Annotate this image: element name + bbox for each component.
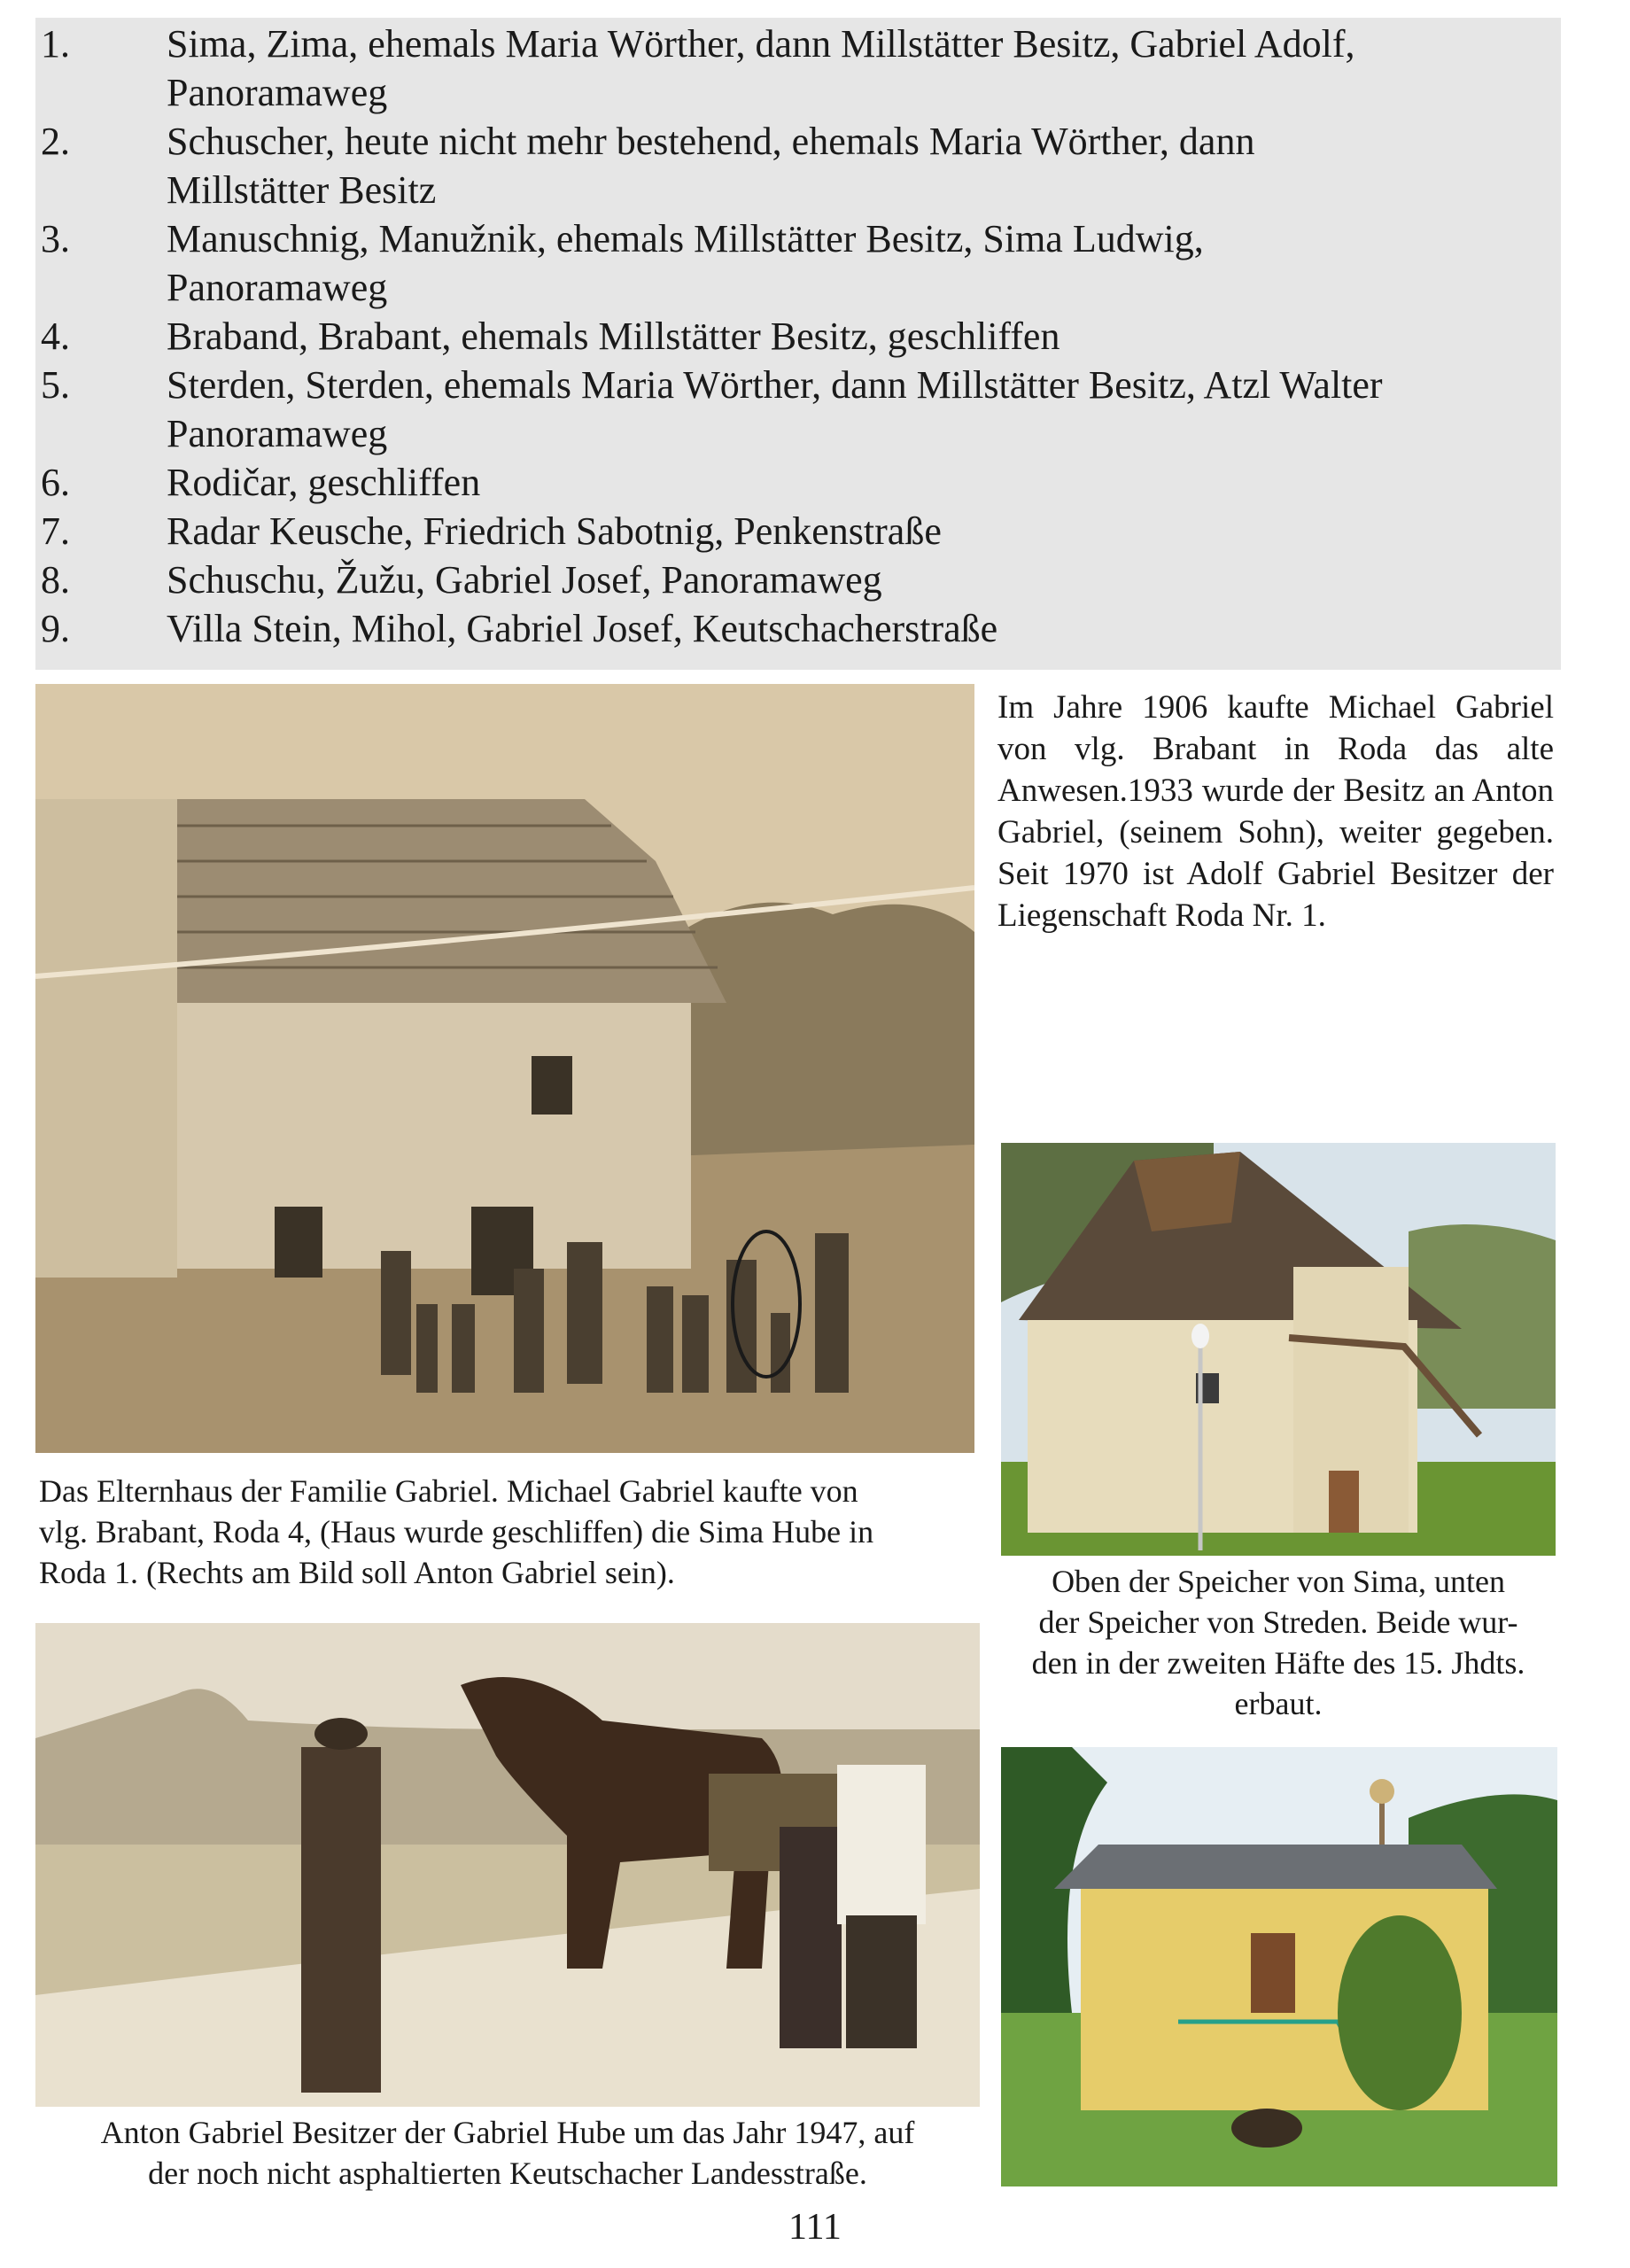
list-item: 5. Sterden, Sterden, ehemals Maria Wörther, dann Millstätter Besitz, Atzl Walter Panoramaweg bbox=[41, 363, 1383, 455]
caption-parents-house: Das Elternhaus der Familie Gabriel. Michael Gabriel kaufte von vlg. Brabant, Roda 4, (Haus wurde geschliffen) die Sima Hube in Roda 1. (Rechts am Bild soll Anton Gabriel sein). bbox=[39, 1473, 874, 1590]
photo-streden-storehouse bbox=[1001, 1747, 1557, 2186]
list-item: 8. Schuschu, Žužu, Gabriel Josef, Panoramaweg bbox=[41, 558, 882, 602]
list-item: 6. Rodičar, geschliffen bbox=[41, 461, 481, 504]
property-list bbox=[35, 18, 1561, 670]
list-item: 4. Braband, Brabant, ehemals Millstätter Besitz, geschliffen bbox=[41, 315, 1060, 358]
photo-sima-storehouse bbox=[1001, 1143, 1556, 1556]
list-item: 9. Villa Stein, Mihol, Gabriel Josef, Keutschacherstraße bbox=[41, 607, 998, 650]
list-item: 1. Sima, Zima, ehemals Maria Wörther, dann Millstätter Besitz, Gabriel Adolf, Panoramaweg bbox=[41, 22, 1355, 114]
page-number: 111 bbox=[788, 2207, 842, 2248]
intro-paragraph: Im Jahre 1906 kaufte Michael Gabriel von vlg. Brabant in Roda das alte Anwesen.1933 wurde der Besitz an Anton Gabriel, (seinem Sohn), weiter gegeben. Seit 1970 ist Adolf Gabriel Besitzer der Liegenschaft Roda Nr. 1. bbox=[997, 689, 1554, 934]
list-item: 7. Radar Keusche, Friedrich Sabotnig, Penkenstraße bbox=[41, 509, 942, 553]
caption-anton: Anton Gabriel Besitzer der Gabriel Hube um das Jahr 1947, auf der noch nicht asphaltierten Keutschacher Landesstraße. bbox=[100, 2115, 915, 2191]
photo-anton-gabriel bbox=[35, 1623, 980, 2107]
photo-parents-house bbox=[35, 684, 974, 1453]
list-item: 3. Manuschnig, Manužnik, ehemals Millstätter Besitz, Sima Ludwig, Panoramaweg bbox=[41, 217, 1204, 309]
list-item: 2. Schuscher, heute nicht mehr bestehend, ehemals Maria Wörther, dann Millstätter Besitz bbox=[41, 120, 1255, 212]
caption-storehouses: Oben der Speicher von Sima, unten der Speicher von Streden. Beide wur- den in der zweiten Häfte des 15. Jhdts. erbaut. bbox=[1031, 1564, 1525, 1721]
